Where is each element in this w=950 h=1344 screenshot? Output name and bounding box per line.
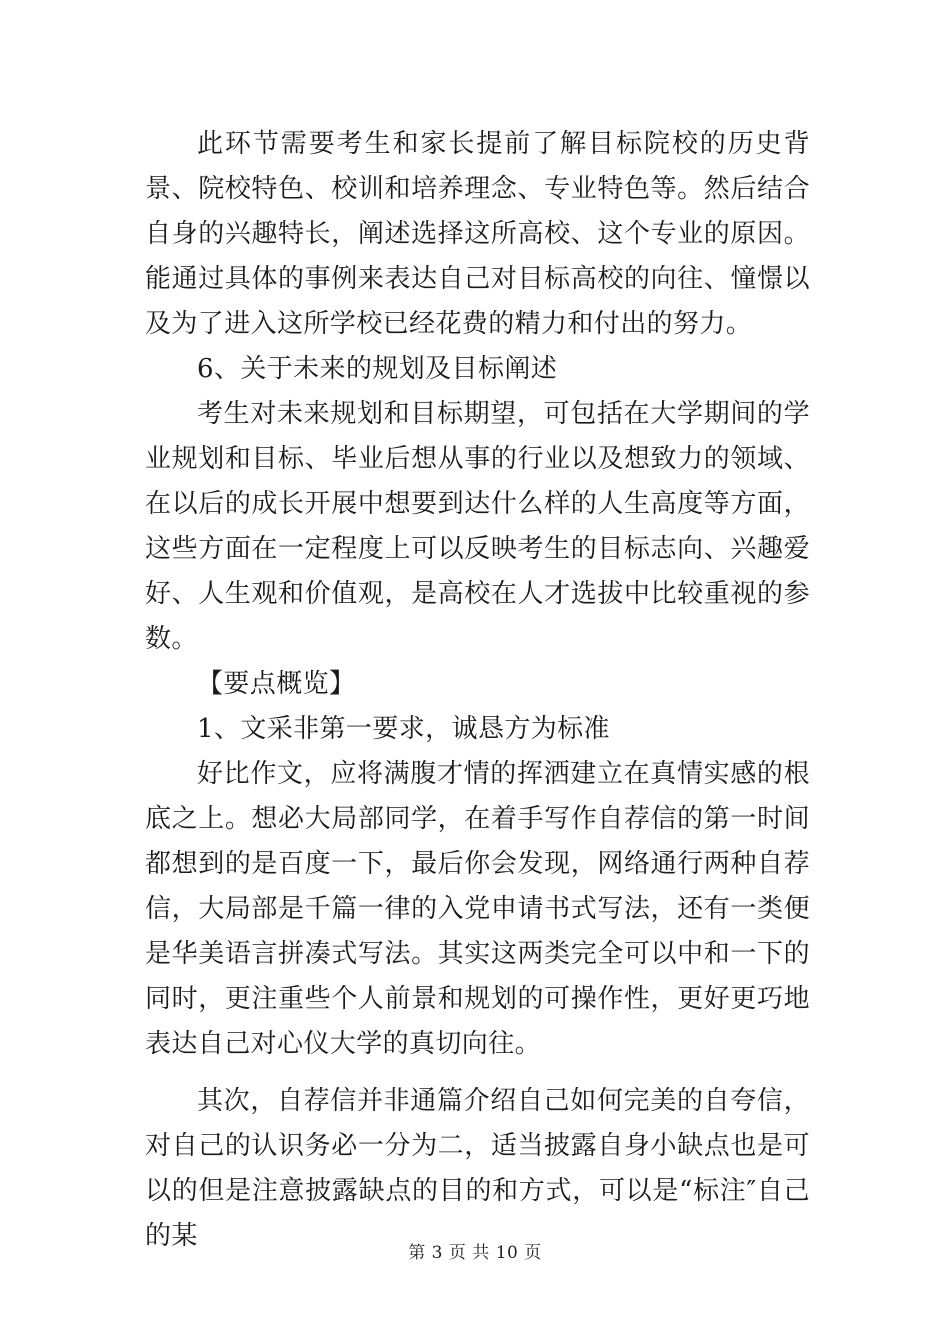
paragraph-school-background: 此环节需要考生和家长提前了解目标院校的历史背景、院校特色、校训和培养理念、专业特色等。然后结合自身的兴趣特长，阐述选择这所高校、这个专业的原因。能通过具体的事例来表达自己对目标高校的向往、憧憬以及为了进入这所学校已经花费的精力和付出的努力。 xyxy=(145,129,810,339)
heading-key-points: 【要点概览】 xyxy=(197,669,356,699)
page-number-footer: 第 3 页 共 10 页 xyxy=(408,1243,542,1263)
heading-future-plan: 6、关于未来的规划及目标阐述 xyxy=(197,354,558,384)
paragraph-sincerity: 好比作文，应将满腹才情的挥洒建立在真情实感的根底之上。想必大局部同学，在着手写作自荐信的第一时间都想到的是百度一下，最后你会发现，网络通行两种自荐信，大局部是千篇一律的入党申请书式写法，还有一类便是华美语言拼凑式写法。其实这两类完全可以中和一下的同时，更注重些个人前景和规划的可操作性，更好更巧地表达自己对心仪大学的真切向往。 xyxy=(145,759,810,1059)
heading-sincerity: 1、文采非第一要求，诚恳方为标准 xyxy=(197,714,610,744)
paragraph-future-plan: 考生对未来规划和目标期望，可包括在大学期间的学业规划和目标、毕业后想从事的行业以及想致力的领域、在以后的成长开展中想要到达什么样的人生高度等方面，这些方面在一定程度上可以反映考生的目标志向、兴趣爱好、人生观和价值观，是高校在人才选拔中比较重视的参数。 xyxy=(145,399,810,654)
document-body xyxy=(145,122,810,1259)
paragraph-secondly: 其次，自荐信并非通篇介绍自己如何完美的自夸信，对自己的认识务必一分为二，适当披露自身小缺点也是可以的但是注意披露缺点的目的和方式，可以是“标注″自己的某 xyxy=(145,1086,810,1251)
